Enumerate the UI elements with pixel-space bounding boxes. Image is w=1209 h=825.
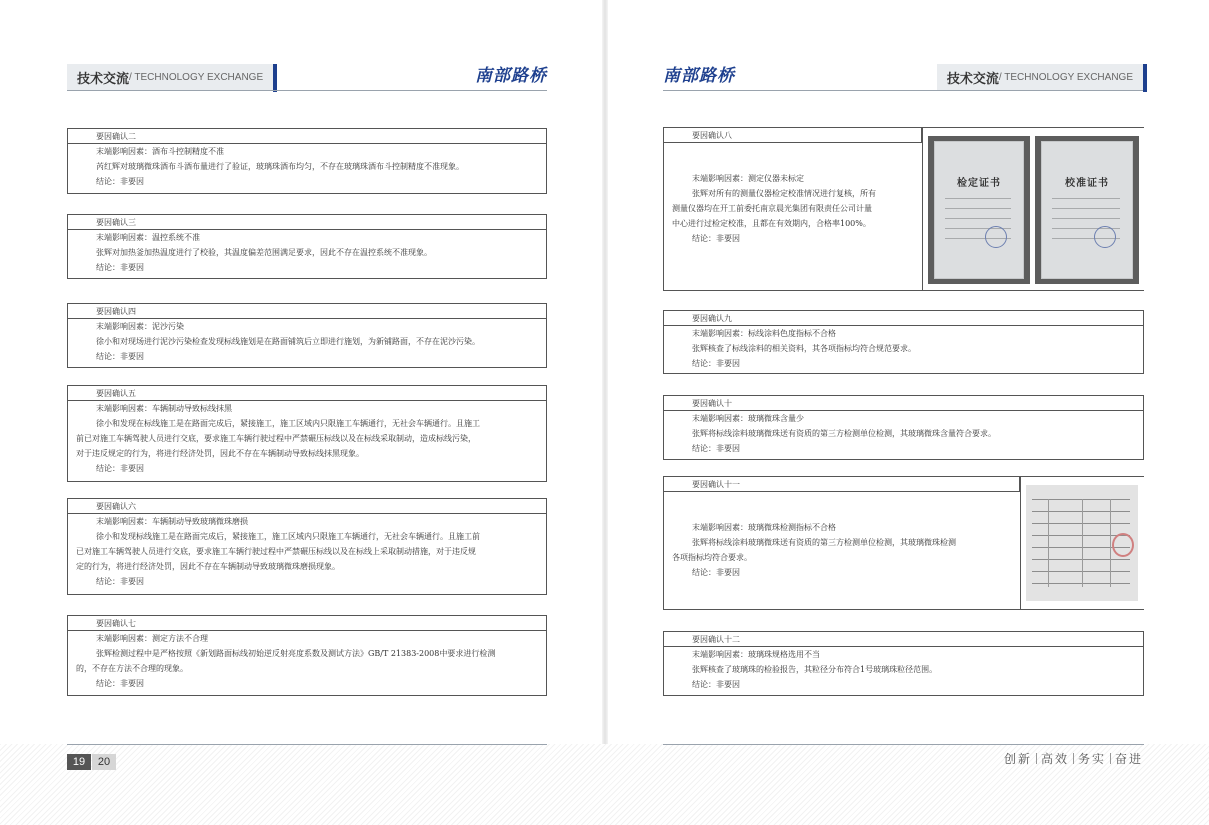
cause-finding: 测量仪器均在开工前委托南京晨光集团有限责任公司计量 (672, 204, 872, 213)
cause-finding: 张辉对加热釜加热温度进行了校验，其温度偏差范围满足要求，因此不存在温控系统不准现象。 (96, 248, 432, 257)
cause-conclusion: 结论：非要因 (692, 680, 740, 689)
cause-finding: 张辉将标线涂料玻璃微珠送有资质的第三方检测单位检测，其玻璃微珠检测 (692, 538, 956, 547)
cause-finding: 张辉核查了标线涂料的相关资料，其各项指标均符合规范要求。 (692, 344, 916, 353)
left-section-tag (67, 64, 273, 90)
certificate-line (1052, 208, 1120, 209)
cause-box-title: 要因确认六 (68, 499, 546, 514)
cause-finding: 前已对施工车辆驾驶人员进行交底，要求施工车辆行驶过程中严禁碾压标线以及在标线采取制动，造成标线污染， (76, 434, 476, 443)
cause-box-title: 要因确认九 (664, 311, 1143, 326)
right-section-en: / TECHNOLOGY EXCHANGE (998, 71, 1133, 83)
certificate-line (1052, 218, 1120, 219)
left-header-rule (67, 90, 547, 91)
report-column-line (1082, 499, 1083, 587)
certificate-stamp-icon (985, 226, 1007, 248)
left-footer-rule (67, 744, 547, 745)
certificate-sheet (934, 141, 1024, 279)
cause-factor: 末端影响因素：测定仪器未标定 (692, 174, 804, 183)
cause-finding: 已对施工车辆驾驶人员进行交底，要求施工车辆行驶过程中严禁碾压标线以及在标线上采取制动措施，对于违反规 (76, 547, 476, 556)
certificate-line (945, 198, 1011, 199)
cause-finding: 徐小和发现标线施工是在路面完成后，紧接施工，施工区域内只限施工车辆通行，无社会车辆通行。且施工前 (96, 532, 480, 541)
cause-box-3 (67, 214, 547, 279)
report-column-line (1048, 499, 1049, 587)
cause-box-title: 要因确认十二 (664, 632, 1143, 647)
slogan-word: 高效 (1041, 752, 1070, 766)
slogan-word: 创新 (1004, 752, 1033, 766)
cause-box-title: 要因确认五 (68, 386, 546, 401)
left-brand-logo: 南部路桥 (475, 66, 547, 86)
cause-box-5 (67, 385, 547, 482)
cause-finding: 徐小和发现在标线施工是在路面完成后，紧接施工，施工区域内只限施工车辆通行，无社会车辆通行。且施工 (96, 419, 480, 428)
cause-factor: 末端影响因素：标线涂料色度指标不合格 (692, 329, 836, 338)
report-line (1032, 511, 1130, 512)
right-section-tag (937, 64, 1143, 90)
left-tag-accent (273, 64, 277, 92)
certificate-line (945, 208, 1011, 209)
cause-box-10 (663, 395, 1144, 460)
cause-box-title: 要因确认七 (68, 616, 546, 631)
cause-factor: 末端影响因素：玻璃微珠含量少 (692, 414, 804, 423)
slogan-divider (1110, 753, 1111, 764)
slogan-divider (1073, 753, 1074, 764)
cause-box-title: 要因确认八 (664, 128, 922, 143)
report-line (1032, 499, 1130, 500)
cause-conclusion: 结论：非要因 (692, 444, 740, 453)
right-brand-logo: 南部路桥 (663, 66, 735, 86)
cause-finding: 中心进行过检定校准，且都在有效期内，合格率100%。 (672, 219, 871, 228)
certificate-stamp-icon (1094, 226, 1116, 248)
cause-finding: 定的行为，将进行经济处罚，因此不存在车辆制动导致玻璃微珠磨损现象。 (76, 562, 340, 571)
cause-box-9 (663, 310, 1144, 374)
slogan-word: 务实 (1078, 752, 1107, 766)
right-tag-accent (1143, 64, 1147, 92)
cause-box-4 (67, 303, 547, 368)
verification-certificate-photo (928, 136, 1030, 284)
cause-box-6 (67, 498, 547, 595)
cause-conclusion: 结论：非要因 (96, 263, 144, 272)
slogan-word: 奋进 (1115, 752, 1144, 766)
certificate-title: 检定证书 (957, 178, 1001, 189)
cause-box-11 (663, 476, 1144, 610)
cause-factor: 末端影响因素：玻璃珠规格选用不当 (692, 650, 820, 659)
report-line (1032, 583, 1130, 584)
cause-finding: 对于违反规定的行为，将进行经济处罚，因此不存在车辆制动导致标线抹黑现象。 (76, 449, 364, 458)
cause-box-7 (67, 615, 547, 696)
cause-finding: 张辉检测过程中是严格按照《新划路面标线初始逆反射亮度系数及测试方法》GB/T 21383-2008中要求进行检测 (96, 649, 496, 658)
certificate-line (1052, 198, 1120, 199)
cause-finding: 徐小和对现场进行泥沙污染检查发现标线施划是在路面铺筑后立即进行施划，为新铺路面，不存在泥沙污染。 (96, 337, 480, 346)
cause-finding: 张辉对所有的测量仪器检定校准情况进行复核，所有 (692, 189, 876, 198)
official-seal-icon (1112, 533, 1134, 557)
cause-conclusion: 结论：非要因 (96, 464, 144, 473)
certificate-sheet (1041, 141, 1133, 279)
cause-conclusion: 结论：非要因 (692, 568, 740, 577)
cause-finding: 各项指标均符合要求。 (672, 553, 752, 562)
certificate-title: 校准证书 (1065, 178, 1109, 189)
cause-conclusion: 结论：非要因 (96, 352, 144, 361)
right-footer-rule (663, 744, 1144, 745)
cause-box-title: 要因确认二 (68, 129, 546, 144)
cause-finding: 芮红辉对玻璃微珠酒布斗酒布量进行了验证，玻璃珠酒布均匀，不存在玻璃珠酒布斗控制精度不准现象。 (96, 162, 464, 171)
cause-factor: 末端影响因素：车辆制动导致玻璃微珠磨损 (96, 517, 248, 526)
cause-factor: 末端影响因素：酒布斗控制精度不准 (96, 147, 224, 156)
slogan-divider (1036, 753, 1037, 764)
report-line (1032, 559, 1130, 560)
cause-factor: 末端影响因素：测定方法不合理 (96, 634, 208, 643)
cause-box-8 (663, 127, 1144, 291)
cause-finding: 张辉将标线涂料玻璃微珠送有资质的第三方检测单位检测，其玻璃微珠含量符合要求。 (692, 429, 996, 438)
test-report-photo-cell (1020, 477, 1144, 609)
cause-box-title: 要因确认三 (68, 215, 546, 230)
cause-conclusion: 结论：非要因 (96, 679, 144, 688)
cause-box-title: 要因确认十 (664, 396, 1143, 411)
certificate-line (945, 218, 1011, 219)
cause-conclusion: 结论：非要因 (692, 234, 740, 243)
left-header (67, 63, 547, 91)
cause-factor: 末端影响因素：车辆制动导致标线抹黑 (96, 404, 232, 413)
cause-box-title: 要因确认四 (68, 304, 546, 319)
cause-finding: 张辉核查了玻璃珠的检验报告，其粒径分布符合1号玻璃珠粒径范围。 (692, 665, 938, 674)
cause-factor: 末端影响因素：泥沙污染 (96, 322, 184, 331)
cause-box-title: 要因确认十一 (664, 477, 1020, 492)
certificate-photos (922, 128, 1144, 290)
page-number-19: 19 (67, 754, 91, 770)
page-number-20: 20 (92, 754, 116, 770)
cause-conclusion: 结论：非要因 (96, 177, 144, 186)
footer-slogan (1004, 750, 1143, 767)
left-section-en: / TECHNOLOGY EXCHANGE (129, 71, 264, 83)
cause-box-2 (67, 128, 547, 194)
left-section-cn: 技术交流 (77, 71, 130, 87)
report-column-line (1110, 499, 1111, 587)
book-spine (602, 0, 608, 825)
cause-conclusion: 结论：非要因 (692, 359, 740, 368)
calibration-certificate-photo (1035, 136, 1139, 284)
report-line (1032, 523, 1130, 524)
cause-box-12 (663, 631, 1144, 696)
right-section-cn: 技术交流 (946, 71, 999, 87)
report-line (1032, 571, 1130, 572)
cause-factor: 末端影响因素：温控系统不准 (96, 233, 200, 242)
cause-factor: 末端影响因素：玻璃微珠检测指标不合格 (692, 523, 836, 532)
test-report-photo (1026, 485, 1138, 601)
cause-conclusion: 结论：非要因 (96, 577, 144, 586)
right-header-rule (663, 90, 1143, 91)
right-header (663, 63, 1143, 91)
cause-finding: 的，不存在方法不合理的现象。 (76, 664, 188, 673)
